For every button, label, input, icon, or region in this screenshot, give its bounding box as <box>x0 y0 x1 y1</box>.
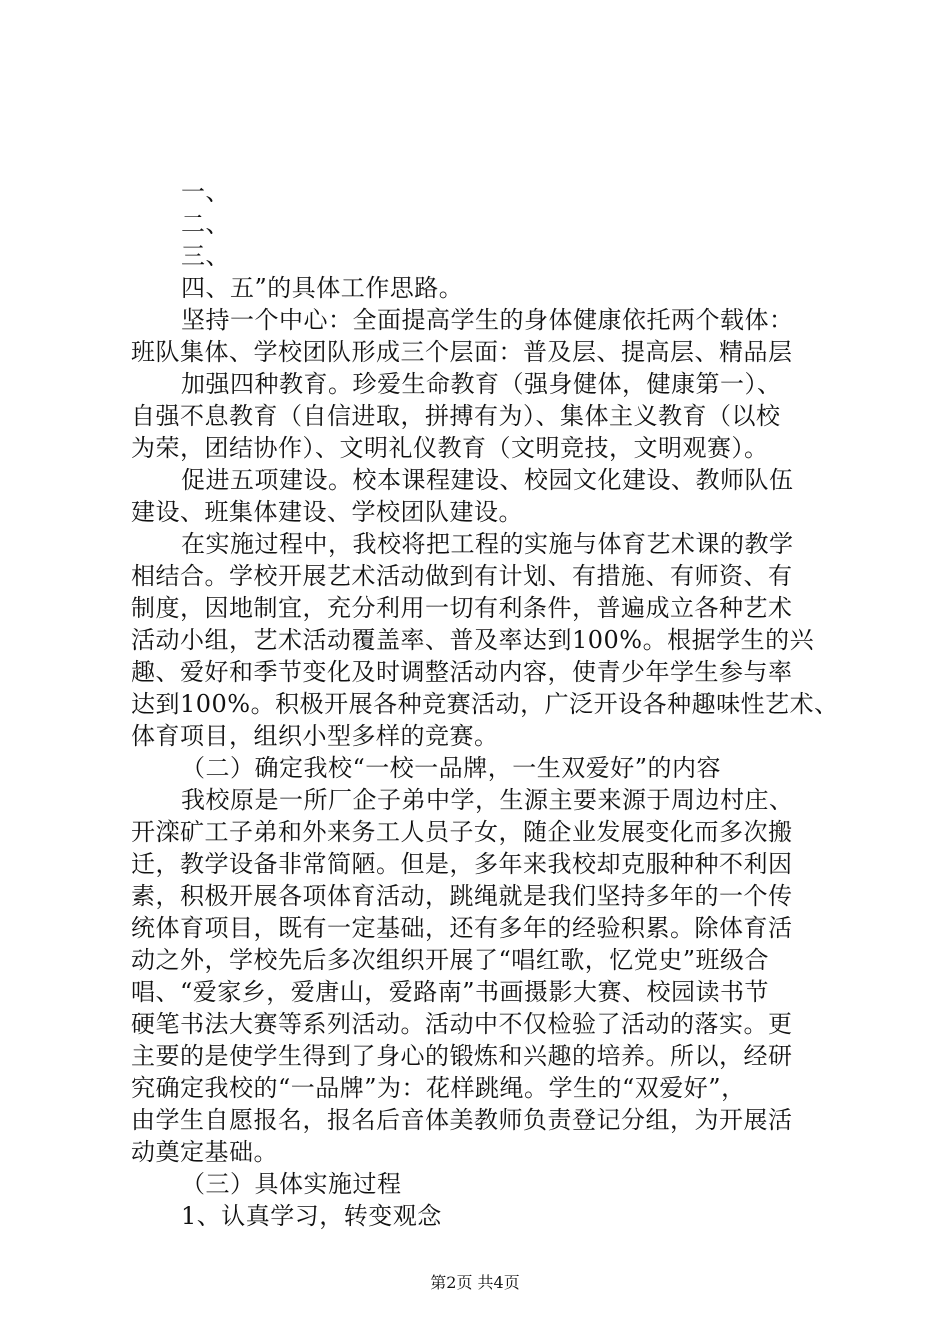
page-footer: 第2页 共4页 <box>430 1273 520 1292</box>
paragraph-line: 体育项目，组织小型多样的竞赛。 <box>131 722 499 750</box>
paragraph-line: 究确定我校的“一品牌”为：花样跳绳。学生的“双爱好”， <box>131 1074 746 1102</box>
paragraph-line: 硬笔书法大赛等系列活动。活动中不仅检验了活动的落实。更 <box>131 1010 793 1038</box>
paragraph-line: 动之外，学校先后多次组织开展了“唱红歌，忆党史”班级合 <box>131 946 770 974</box>
paragraph-line: 相结合。学校开展艺术活动做到有计划、有措施、有师资、有 <box>131 562 793 590</box>
paragraph-line: 趣、爱好和季节变化及时调整活动内容，使青少年学生参与率 <box>131 658 793 686</box>
paragraph-line: 统体育项目，既有一定基础，还有多年的经验积累。除体育活 <box>131 914 793 942</box>
paragraph-line: 制度，因地制宜，充分利用一切有利条件，普遍成立各种艺术 <box>131 594 793 622</box>
paragraph-line: 自强不息教育（自信进取，拼搏有为）、集体主义教育（以校 <box>131 402 781 430</box>
paragraph-line: 动奠定基础。 <box>131 1138 278 1166</box>
paragraph-line: 建设、班集体建设、学校团队建设。 <box>131 498 523 526</box>
paragraph-line: 开滦矿工子弟和外来务工人员子女，随企业发展变化而多次搬 <box>131 818 793 846</box>
paragraph-line: 加强四种教育。珍爱生命教育（强身健体，健康第一）、 <box>181 370 782 398</box>
paragraph-line: 素，积极开展各项体育活动，跳绳就是我们坚持多年的一个传 <box>131 882 793 910</box>
paragraph-line: 由学生自愿报名，报名后音体美教师负责登记分组，为开展活 <box>131 1106 793 1134</box>
section-heading: （二）确定我校“一校一品牌，一生双爱好”的内容 <box>181 754 722 782</box>
text-line: 四、五”的具体工作思路。 <box>181 274 464 302</box>
paragraph-line: 达到100%。积极开展各种竞赛活动，广泛开设各种趣味性艺术、 <box>131 690 839 718</box>
subsection-heading: 1、认真学习，转变观念 <box>181 1202 442 1230</box>
paragraph-line: 坚持一个中心：全面提高学生的身体健康依托两个载体： <box>181 306 794 334</box>
paragraph-line: 班队集体、学校团队形成三个层面：普及层、提高层、精品层 <box>131 338 793 366</box>
list-marker-1: 一、 <box>181 178 230 206</box>
section-heading: （三）具体实施过程 <box>181 1170 402 1198</box>
list-marker-3: 三、 <box>181 242 230 270</box>
paragraph-line: 唱、“爱家乡，爱唐山，爱路南”书画摄影大赛、校园读书节 <box>131 978 770 1006</box>
paragraph-line: 活动小组，艺术活动覆盖率、普及率达到100%。根据学生的兴 <box>131 626 815 654</box>
paragraph-line: 主要的是使学生得到了身心的锻炼和兴趣的培养。所以，经研 <box>131 1042 793 1070</box>
paragraph-line: 我校原是一所厂企子弟中学，生源主要来源于周边村庄、 <box>181 786 794 814</box>
paragraph-line: 促进五项建设。校本课程建设、校园文化建设、教师队伍 <box>181 466 794 494</box>
paragraph-line: 在实施过程中，我校将把工程的实施与体育艺术课的教学 <box>181 530 794 558</box>
paragraph-line: 为荣，团结协作）、文明礼仪教育（文明竞技，文明观赛）。 <box>131 434 769 462</box>
list-marker-2: 二、 <box>181 210 230 238</box>
paragraph-line: 迁，教学设备非常简陋。但是，多年来我校却克服种种不利因 <box>131 850 793 878</box>
